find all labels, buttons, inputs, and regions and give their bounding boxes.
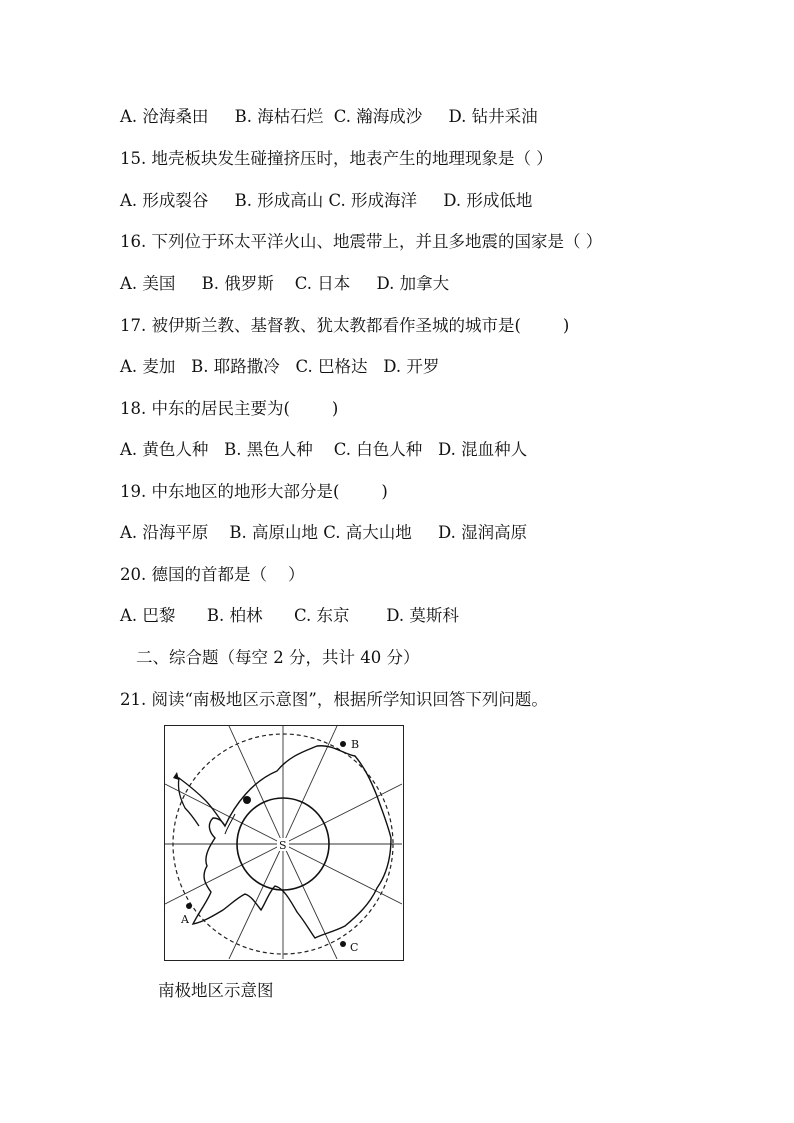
- island-marker: [173, 772, 179, 780]
- point-a-label: A: [181, 913, 189, 926]
- point-c-marker: [340, 941, 346, 947]
- island-marker: [243, 796, 251, 804]
- options-20: A. 巴黎 B. 柏林 C. 东京 D. 莫斯科: [120, 606, 459, 625]
- question-15: 15. 地壳板块发生碰撞挤压时，地表产生的地理现象是（ ）: [120, 149, 553, 168]
- question-21: 21. 阅读“南极地区示意图”，根据所学知识回答下列问题。: [120, 690, 548, 709]
- options-17: A. 麦加 B. 耶路撒冷 C. 巴格达 D. 开罗: [120, 357, 440, 376]
- options-18: A. 黄色人种 B. 黑色人种 C. 白色人种 D. 混血种人: [120, 440, 528, 459]
- options-16: A. 美国 B. 俄罗斯 C. 日本 D. 加拿大: [120, 274, 450, 293]
- point-c-label: C: [350, 941, 359, 954]
- point-b-label: B: [351, 738, 360, 751]
- antarctica-map: [164, 725, 404, 961]
- question-18: 18. 中东的居民主要为( ): [120, 399, 339, 418]
- antarctica-coastline: [193, 746, 391, 938]
- antarctica-map-svg: [165, 726, 402, 959]
- question-17: 17. 被伊斯兰教、基督教、犹太教都看作圣城的城市是( ): [120, 316, 570, 335]
- south-pole-label: S: [279, 839, 287, 852]
- question-20: 20. 德国的首都是（ ）: [120, 565, 305, 584]
- question-16: 16. 下列位于环太平洋火山、地震带上，并且多地震的国家是（ ）: [120, 232, 603, 251]
- options-15: A. 形成裂谷 B. 形成高山 C. 形成海洋 D. 形成低地: [120, 191, 533, 210]
- section-title: 二、综合题（每空 2 分，共计 40 分）: [136, 648, 420, 667]
- question-19: 19. 中东地区的地形大部分是( ): [120, 482, 388, 501]
- map-caption: 南极地区示意图: [158, 981, 274, 1000]
- point-b-marker: [340, 741, 346, 747]
- line-1: A. 沧海桑田 B. 海枯石烂 C. 瀚海成沙 D. 钻井采油: [120, 107, 538, 126]
- point-a-marker: [186, 903, 192, 909]
- options-19: A. 沿海平原 B. 高原山地 C. 高大山地 D. 湿润高原: [120, 523, 528, 542]
